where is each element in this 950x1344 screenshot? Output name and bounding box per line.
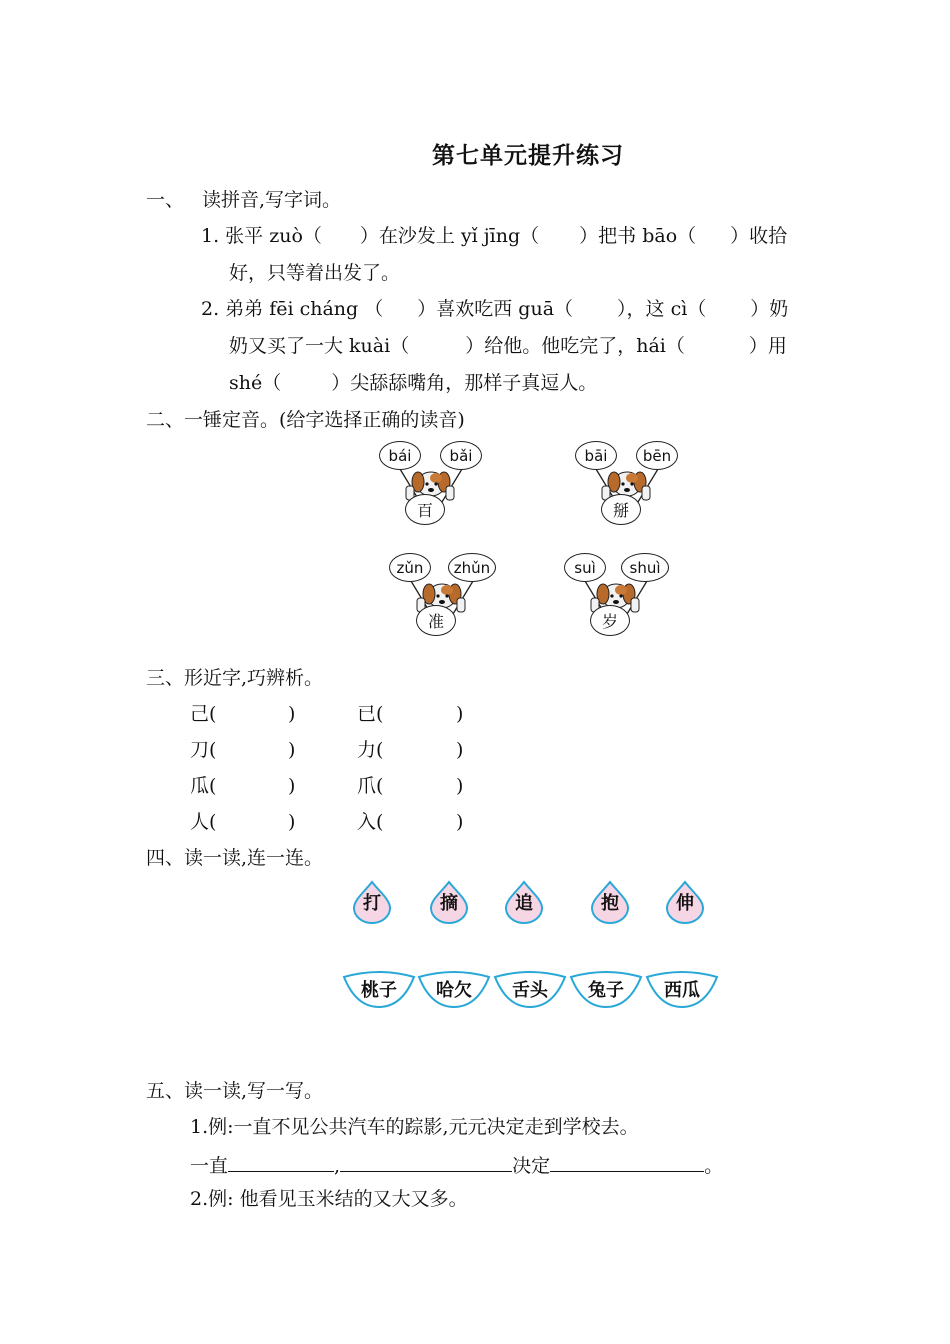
verb-label: 抱	[601, 893, 619, 914]
q1-line2: 好，只等着出发了。	[229, 262, 401, 284]
noun-leaf[interactable]	[493, 969, 567, 1009]
q2-line3: shé（ ）尖舔舔嘴角，那样子真逗人。	[229, 372, 598, 394]
char-a: 己(	[190, 703, 217, 725]
section-3-heading: 三、形近字,巧辨析。	[146, 667, 324, 689]
pinyin-option-left[interactable]: bāi	[575, 441, 617, 470]
char-a: 刀(	[190, 739, 217, 761]
paren-close: )	[456, 811, 464, 833]
q2-line2: 奶又买了一大 kuài（ ）给他。他吃完了，hái（ ）用	[229, 335, 787, 357]
verb-label: 打	[363, 893, 381, 914]
section-1-number: 一、	[146, 189, 185, 211]
char-b: 入(	[357, 811, 384, 833]
target-character: 掰	[601, 494, 641, 525]
pinyin-option-left[interactable]: suì	[564, 553, 606, 582]
noun-label: 哈欠	[436, 980, 472, 1001]
char-a: 人(	[190, 811, 217, 833]
paren-close: )	[288, 739, 296, 761]
verb-drop[interactable]	[352, 880, 392, 924]
pinyin-option-right[interactable]: bēn	[636, 441, 678, 470]
example-1: 1.例:一直不见公共汽车的踪影,元元决定走到学校去。	[190, 1116, 639, 1138]
verb-drop[interactable]	[590, 880, 630, 924]
section-4-heading: 四、读一读,连一连。	[146, 847, 324, 869]
paren-close: )	[288, 811, 296, 833]
pinyin-option-right[interactable]: bǎi	[440, 441, 482, 470]
noun-label: 舌头	[512, 980, 548, 1001]
target-character: 岁	[590, 605, 630, 636]
example-2: 2.例: 他看见玉米结的又大又多。	[190, 1188, 468, 1210]
pinyin-option-right[interactable]: shuì	[621, 553, 669, 582]
target-character: 百	[405, 494, 445, 525]
paren-close: )	[288, 775, 296, 797]
pinyin-option-left[interactable]: zǔn	[389, 553, 431, 582]
char-b: 爪(	[357, 775, 384, 797]
verb-drop[interactable]	[665, 880, 705, 924]
pinyin-option-left[interactable]: bái	[379, 441, 421, 470]
paren-close: )	[288, 703, 296, 725]
char-b: 已(	[357, 703, 384, 725]
write-blank[interactable]	[550, 1151, 704, 1172]
char-a: 瓜(	[190, 775, 217, 797]
write-blank[interactable]	[228, 1151, 334, 1172]
verb-label: 摘	[440, 893, 458, 914]
q1-line1: 1. 张平 zuò（ ）在沙发上 yǐ jīng（ ）把书 bāo（ ）收拾	[201, 225, 788, 247]
noun-label: 西瓜	[664, 980, 700, 1001]
verb-label: 追	[515, 893, 533, 914]
q2-line1: 2. 弟弟 fēi cháng （ ）喜欢吃西 guā（ ），这 cì（ ）奶	[201, 298, 789, 320]
noun-leaf[interactable]	[417, 969, 491, 1009]
noun-label: 桃子	[361, 980, 397, 1001]
section-5-heading: 五、读一读,写一写。	[146, 1080, 324, 1102]
noun-leaf[interactable]	[569, 969, 643, 1009]
verb-drop[interactable]	[429, 880, 469, 924]
paren-close: )	[456, 739, 464, 761]
write-blank[interactable]	[340, 1151, 512, 1172]
verb-drop[interactable]	[504, 880, 544, 924]
fill-in-line-1: 一直 , 决定 。	[190, 1151, 723, 1178]
target-character: 准	[416, 605, 456, 636]
char-b: 力(	[357, 739, 384, 761]
noun-leaf[interactable]	[645, 969, 719, 1009]
verb-label: 伸	[676, 893, 694, 914]
pinyin-option-right[interactable]: zhǔn	[448, 553, 496, 582]
noun-label: 兔子	[588, 980, 624, 1001]
page-title: 第七单元提升练习	[432, 143, 624, 169]
section-1-heading: 读拼音,写字词。	[202, 189, 342, 211]
paren-close: )	[456, 775, 464, 797]
noun-leaf[interactable]	[342, 969, 416, 1009]
paren-close: )	[456, 703, 464, 725]
section-2-heading: 二、一锤定音。(给字选择正确的读音)	[146, 409, 465, 431]
